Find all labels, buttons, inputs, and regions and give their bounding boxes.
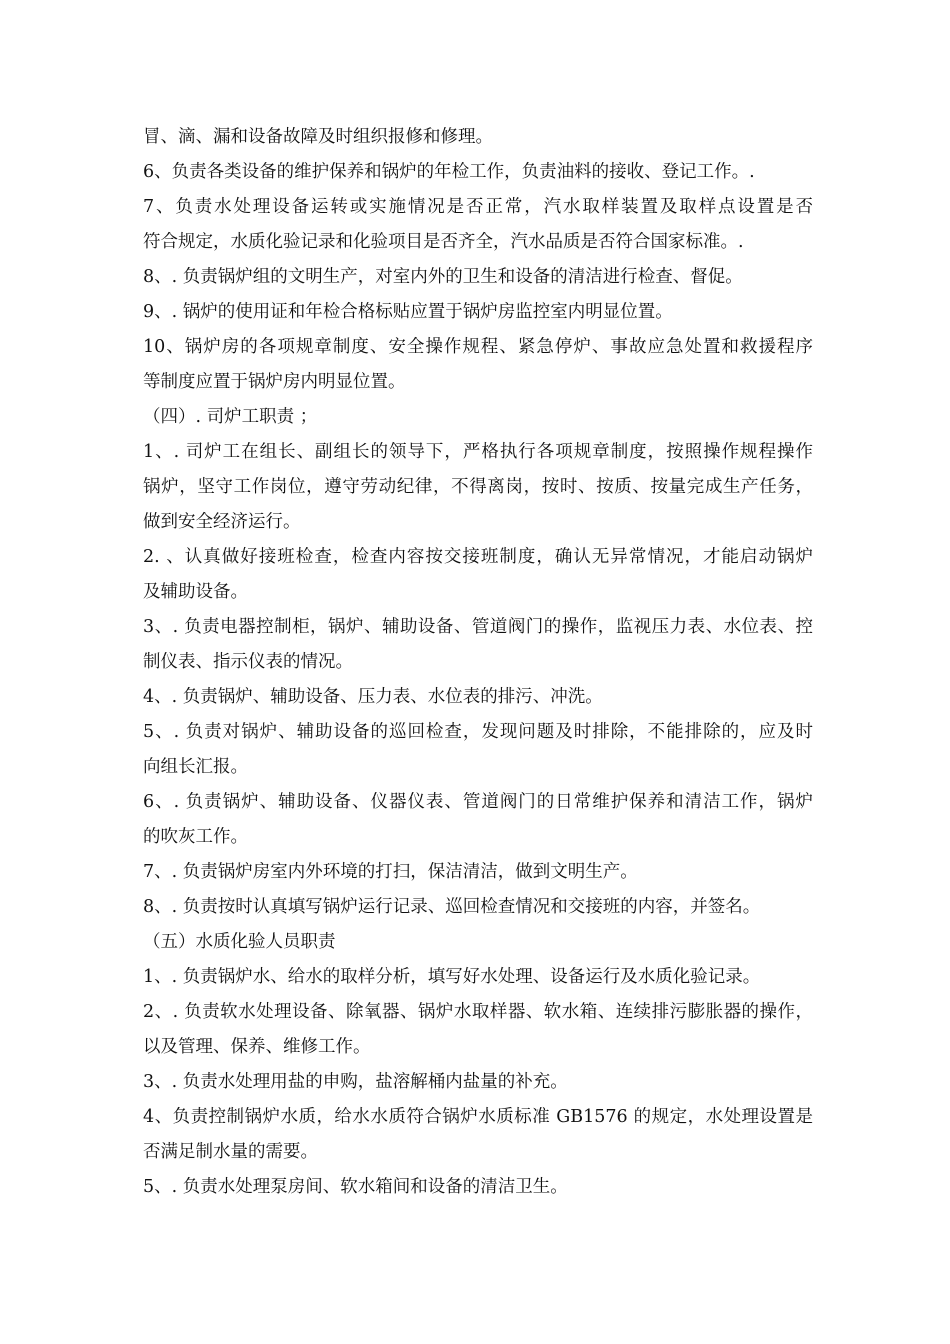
text-line: 1、. 负责锅炉水、给水的取样分析，填写好水处理、设备运行及水质化验记录。 xyxy=(143,967,761,987)
text-line: 做到安全经济运行。 xyxy=(143,512,301,532)
text-line: 2. 、认真做好接班检查，检查内容按交接班制度，确认无异常情况，才能启动锅炉 xyxy=(143,547,813,567)
text-line: 锅炉，坚守工作岗位，遵守劳动纪律，不得离岗，按时、按质、按量完成生产任务， xyxy=(143,477,813,497)
text-line: 6、. 负责锅炉、辅助设备、仪器仪表、管道阀门的日常维护保养和清洁工作，锅炉 xyxy=(143,792,813,812)
text-line: 7、负责水处理设备运转或实施情况是否正常，汽水取样装置及取样点设置是否 xyxy=(143,197,813,217)
text-line: 向组长汇报。 xyxy=(143,757,248,777)
text-line: 4、负责控制锅炉水质，给水水质符合锅炉水质标准 GB1576 的规定，水处理设置是 xyxy=(143,1107,813,1127)
text-line: 10、锅炉房的各项规章制度、安全操作规程、紧急停炉、事故应急处置和救援程序 xyxy=(143,337,813,357)
text-line: 否满足制水量的需要。 xyxy=(143,1142,318,1162)
text-line: 8、. 负责锅炉组的文明生产，对室内外的卫生和设备的清洁进行检查、督促。 xyxy=(143,267,743,287)
text-line: 5、. 负责对锅炉、辅助设备的巡回检查，发现问题及时排除，不能排除的，应及时 xyxy=(143,722,813,742)
section-heading: （四）. 司炉工职责 ； xyxy=(143,407,318,427)
text-line: 2、. 负责软水处理设备、除氧器、锅炉水取样器、软水箱、连续排污膨胀器的操作， xyxy=(143,1002,813,1022)
section-heading: （五）水质化验人员职责 xyxy=(143,932,336,952)
text-line: 7、. 负责锅炉房室内外环境的打扫，保洁清洁，做到文明生产。 xyxy=(143,862,638,882)
text-line: 及辅助设备。 xyxy=(143,582,248,602)
text-line: 1、. 司炉工在组长、副组长的领导下，严格执行各项规章制度，按照操作规程操作 xyxy=(143,442,813,462)
text-line: 3、. 负责水处理用盐的申购，盐溶解桶内盐量的补充。 xyxy=(143,1072,568,1092)
text-line: 8、. 负责按时认真填写锅炉运行记录、巡回检查情况和交接班的内容，并签名。 xyxy=(143,897,761,917)
text-line: 以及管理、保养、维修工作。 xyxy=(143,1037,371,1057)
text-line: 4、. 负责锅炉、辅助设备、压力表、水位表的排污、冲洗。 xyxy=(143,687,603,707)
text-line: 9、. 锅炉的使用证和年检合格标贴应置于锅炉房监控室内明显位置。 xyxy=(143,302,673,322)
text-line: 冒、滴、漏和设备故障及时组织报修和修理。 xyxy=(143,127,493,147)
text-line: 符合规定，水质化验记录和化验项目是否齐全，汽水品质是否符合国家标准。. xyxy=(143,232,744,252)
text-line: 5、. 负责水处理泵房间、软水箱间和设备的清洁卫生。 xyxy=(143,1177,568,1197)
document-body xyxy=(143,120,813,1205)
text-line: 制仪表、指示仪表的情况。 xyxy=(143,652,353,672)
text-line: 6、负责各类设备的维护保养和锅炉的年检工作，负责油料的接收、登记工作。. xyxy=(143,162,755,182)
text-line: 的吹灰工作。 xyxy=(143,827,248,847)
text-line: 等制度应置于锅炉房内明显位置。 xyxy=(143,372,406,392)
text-line: 3、. 负责电器控制柜，锅炉、辅助设备、管道阀门的操作，监视压力表、水位表、控 xyxy=(143,617,813,637)
